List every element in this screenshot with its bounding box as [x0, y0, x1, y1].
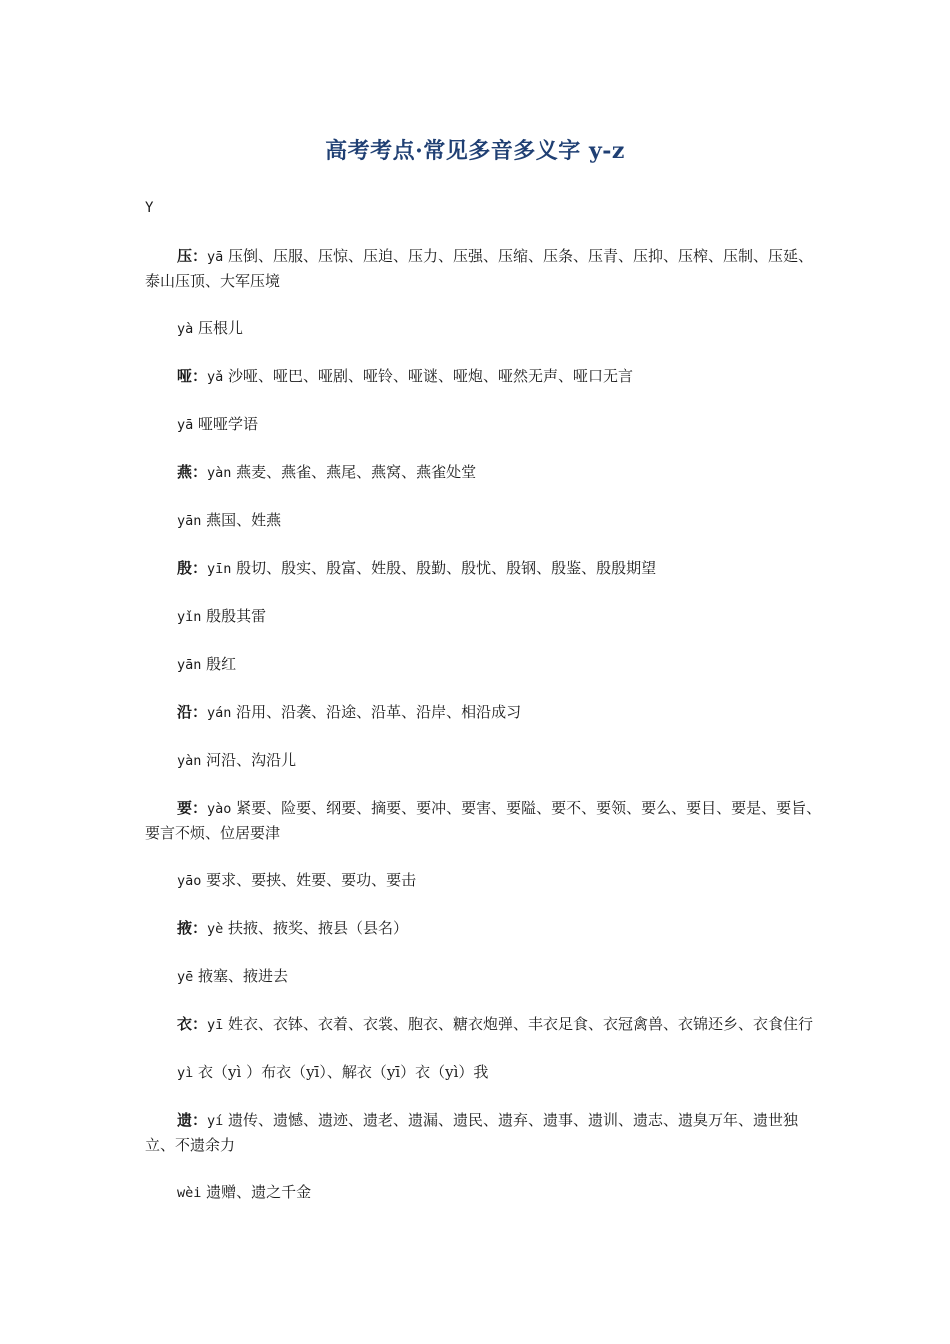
list-item	[145, 964, 825, 989]
example-words: 姓衣、衣钵、衣着、衣裳、胞衣、糖衣炮弹、丰衣足食、衣冠禽兽、衣锦还乡、衣食住行	[223, 1015, 814, 1033]
list-item	[145, 868, 825, 893]
pinyin-reading: yàn	[207, 465, 232, 481]
example-words: 遗传、遗憾、遗迹、遗老、遗漏、遗民、遗弃、遗事、遗训、遗志、遗臭万年、遗世独立、不遗余力	[145, 1111, 799, 1154]
character-heading: 要：	[177, 799, 208, 817]
pinyin-reading: yān	[177, 513, 202, 529]
pinyin-reading: yán	[207, 705, 232, 721]
entry-list	[145, 244, 825, 1228]
pinyin-reading: yào	[207, 801, 232, 817]
character-heading: 遗：	[177, 1111, 208, 1129]
example-words: 掖塞、掖进去	[193, 967, 289, 985]
list-item	[145, 1180, 825, 1205]
list-item	[145, 796, 825, 845]
example-words: 燕麦、燕雀、燕尾、燕窝、燕雀处堂	[231, 463, 477, 481]
character-heading: 衣：	[177, 1015, 208, 1033]
pinyin-reading: wèi	[177, 1185, 202, 1201]
section-heading: Y	[145, 200, 154, 216]
character-heading: 沿：	[177, 703, 208, 721]
character-heading: 殷：	[177, 559, 208, 577]
example-words: 哑哑学语	[193, 415, 259, 433]
example-words: 扶掖、掖奖、掖县（县名）	[223, 919, 409, 937]
pinyin-reading: yī	[207, 1017, 224, 1033]
pinyin-reading: yān	[177, 657, 202, 673]
example-words: 压倒、压服、压惊、压迫、压力、压强、压缩、压条、压青、压抑、压榨、压制、压延、泰山压顶、大军压境	[145, 247, 814, 290]
pinyin-reading: yā	[177, 417, 194, 433]
list-item	[145, 316, 825, 341]
pinyin-reading: yè	[207, 921, 224, 937]
pinyin-reading: yǎ	[207, 369, 224, 385]
pinyin-reading: yí	[207, 1113, 224, 1129]
list-item	[145, 652, 825, 677]
character-heading: 掖：	[177, 919, 208, 937]
example-words: 河沿、沟沿儿	[201, 751, 297, 769]
list-item	[145, 556, 825, 581]
example-words: 燕国、姓燕	[201, 511, 282, 529]
example-words: 遗赠、遗之千金	[201, 1183, 312, 1201]
list-item	[145, 916, 825, 941]
list-item	[145, 748, 825, 773]
page-title: 高考考点·常见多音多义字 y-z	[325, 138, 625, 164]
list-item	[145, 460, 825, 485]
pinyin-reading: yàn	[177, 753, 202, 769]
list-item	[145, 1108, 825, 1157]
list-item	[145, 1012, 825, 1037]
example-words: 殷红	[201, 655, 237, 673]
example-words: 沙哑、哑巴、哑剧、哑铃、哑谜、哑炮、哑然无声、哑口无言	[223, 367, 634, 385]
example-words: 压根儿	[193, 319, 244, 337]
example-words: 沿用、沿袭、沿途、沿革、沿岸、相沿成习	[231, 703, 522, 721]
list-item	[145, 604, 825, 629]
list-item	[145, 244, 825, 293]
pinyin-reading: yā	[207, 249, 224, 265]
pinyin-reading: yà	[177, 321, 194, 337]
list-item	[145, 700, 825, 725]
pinyin-reading: yì	[177, 1065, 194, 1081]
pinyin-reading: yǐn	[177, 609, 202, 625]
list-item	[145, 1060, 825, 1085]
pinyin-reading: yāo	[177, 873, 202, 889]
example-words: 殷殷其雷	[201, 607, 267, 625]
character-heading: 压：	[177, 247, 208, 265]
list-item	[145, 508, 825, 533]
example-words: 紧要、险要、纲要、摘要、要冲、要害、要隘、要不、要领、要么、要目、要是、要旨、要言不烦、位居要津	[145, 799, 822, 842]
example-words: 殷切、殷实、殷富、姓殷、殷勤、殷忧、殷钢、殷鉴、殷殷期望	[231, 559, 657, 577]
character-heading: 燕：	[177, 463, 208, 481]
character-heading: 哑：	[177, 367, 208, 385]
pinyin-reading: yīn	[207, 561, 232, 577]
list-item	[145, 412, 825, 437]
list-item	[145, 364, 825, 389]
pinyin-reading: yē	[177, 969, 194, 985]
example-words: 衣（yì ）布衣（yī）、解衣（yī）衣（yì）我	[193, 1063, 489, 1081]
example-words: 要求、要挟、姓要、要功、要击	[201, 871, 417, 889]
